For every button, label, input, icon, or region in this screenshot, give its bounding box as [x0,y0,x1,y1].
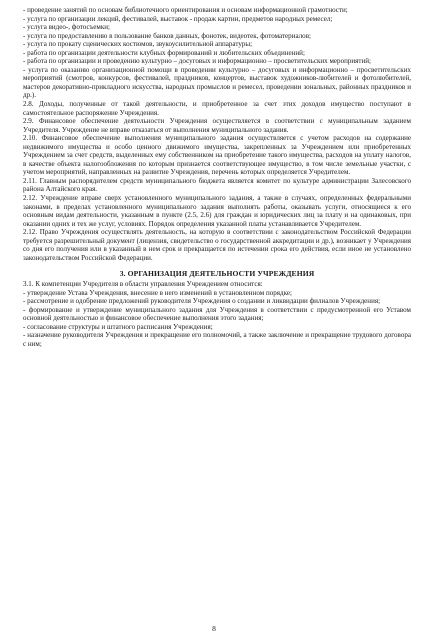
list-item: - услуга по организации лекций, фестивалей, выставок - продаж картин, предметов народных ремесел; [23,14,333,23]
section-heading: 3. ОРГАНИЗАЦИЯ ДЕЯТЕЛЬНОСТИ УЧРЕЖДЕНИЯ [119,269,315,279]
clause-2-10: 2.10. Финансовое обеспечение выполнения муниципального задания осуществляется с учетом расходов на содержание недвижимого имущества и особо ценного движимого имущества, закрепленных за Учреждением или приобретенных Учреждением за счет средств, выделенных ему собственником на приобретение такого имущества, расходов на уплату налогов, в качестве объекта налогообложения по которым признается соответствующее имущество, в том числе земельные участки, с учетом мероприятий, направленных на развитие Учреждения, перечень которых определяется Учредителем. [23,134,411,177]
list-item: - рассмотрение и одобрение предложений руководителя Учреждения о создании и ликвидации филиалов Учреждения; [23,297,381,306]
clause-2-12-a: 2.12. Учреждение вправе сверх установленного муниципального задания, а также в случаях, определенных федеральными законами, в пределах установленного муниципального задания выполнять работы, оказывать услуги, относящиеся к его основным видам деятельности, указанным в пункте (2.5, 2.6) для граждан и юридических лиц за плату и на одинаковых, при оказании одних и тех же услуг, условиях. Порядок определения указанной платы устанавливается Учредителем. [23,194,411,228]
list-item: - работа по организации и проведению культурно – досуговых и информационно – просветительских мероприятий; [23,57,371,66]
list-item: - проведение занятий по основам библиотечного ориентирования и основам информационной грамотности; [23,6,348,14]
list-item: - назначение руководителя Учреждения и прекращение его полномочий, а также заключение и прекращение трудового договора с ним; [23,331,411,348]
list-item: - согласование структуры и штатного расписания Учреждения; [23,322,213,331]
list-item: - услуга по прокату сценических костюмов, звукоусилительной аппаратуры; [23,40,253,49]
section-spacer [23,262,411,268]
list-item: - услуга по оказанию организационной помощи в проведении культурно – досуговых и информационно – просветительских мероприятий (смотров, конкурсов, фестивалей, праздников, концертов, выставок художников-любителей и фотолюбителей, мастеров декоративно-прикладного искусства, народных промыслов и ремесел, проведении зональных, районных праздников и др.). [23,65,411,100]
clause-2-11: 2.11. Главным распорядителем средств муниципального бюджета является комитет по культуре администрации Залесовского района Алтайского края. [23,176,411,194]
clause-2-9: 2.9. Финансовое обеспечение деятельности Учреждения осуществляется в соответствии с муниципальным заданием Учредителя. Учреждение не вправе отказаться от выполнения муниципального задания. [23,117,411,134]
page-number: 8 [212,624,216,633]
list-item: - работа по организации деятельности клубных формирований и любительских объединений; [23,48,305,57]
clause-3-1: 3.1. К компетенции Учредителя в области управления Учреждением относится: [23,279,263,288]
clause-2-12-b: 2.12. Право Учреждения осуществлять деятельность, на которую в соответствии с законодательством Российской Федерации требуется разрешительный документ (лицензия, свидетельство о государственной аккредитации и др.), возникает у Учреждения со дня его получения или в указанный в нем срок и прекращается по истечении срока его действия, если иное не установлено законодательством Российской Федерации. [23,228,411,262]
document-body [23,6,411,348]
list-item: - формирование и утверждение муниципального задания для Учреждения в соответствии с предусмотренной его Уставом основной деятельностью и финансовое обеспечение выполнения этого задания; [23,305,411,323]
clause-2-8: 2.8. Доходы, полученные от такой деятельности, и приобретенное за счет этих доходов имущество поступают в самостоятельное распоряжение Учреждения. [23,100,411,117]
list-item: - услуга видео-, фотосъемки; [23,23,110,32]
list-item: - услуга по предоставлению в пользование банков данных, фонотек, видеотек, фотоматериалов; [23,31,311,40]
list-item: - утверждение Устава Учреждения, внесение в него изменений в установленном порядке; [23,288,292,297]
